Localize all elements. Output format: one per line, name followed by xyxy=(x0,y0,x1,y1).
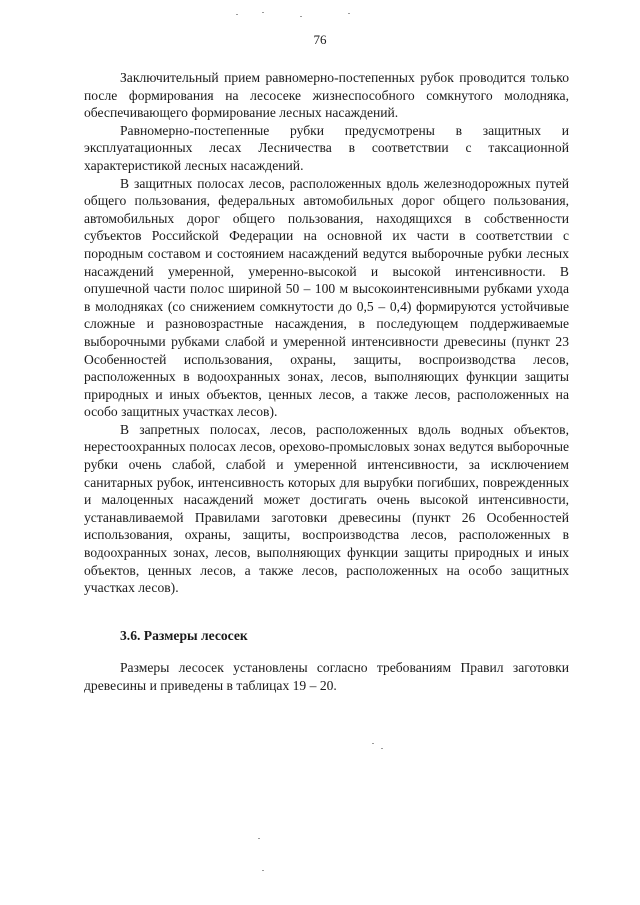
scan-speck xyxy=(300,16,302,17)
scan-speck xyxy=(381,748,383,749)
paragraph-final-stage: Заключительный прием равномерно-постепенных рубок проводится только после формирования на лесосеке жизнеспособного сомкнутого молодняка, обеспечивающего формирование лесных насаждений. xyxy=(84,70,569,121)
body-text xyxy=(84,69,569,597)
page-number: 76 xyxy=(313,32,327,47)
paragraph-uniform-gradual-cuttings: Равномерно-постепенные рубки предусмотрены в защитных и эксплуатационных лесах Лесничества в соответствии с таксационной характеристикой лесных насаждений. xyxy=(84,122,569,173)
scan-speck xyxy=(348,13,350,14)
section-heading: 3.6. Размеры лесосек xyxy=(120,628,248,643)
section-body xyxy=(84,659,569,694)
scan-speck xyxy=(258,838,260,839)
scan-speck xyxy=(262,870,264,871)
paragraph-cutting-area-sizes: Размеры лесосек установлены согласно требованиям Правил заготовки древесины и приведены в таблицах 19 – 20. xyxy=(84,660,569,693)
paragraph-protective-strips: В защитных полосах лесов, расположенных вдоль железнодорожных путей общего пользования, федеральных автомобильных дорог общего пользования, автомобильных дорог общего пользования, находящихся в собственности субъектов Российской Федерации на основной их части в соответствии с породным составом и состоянием насаждений ведутся выборочные рубки лесных насаждений умеренной, умеренно-высокой и высокой интенсивности. В опушечной части полос шириной 50 – 100 м высокоинтенсивными рубками ухода в молодняках (со снижением сомкнутости до 0,5 – 0,4) формируются устойчивые сложные и разновозрастные насаждения, в последующем поддерживаемые выборочными рубками слабой и умеренной интенсивности древесины (пункт 23 Особенностей использования, охраны, защиты, воспроизводства лесов, расположенных в водоохранных зонах, лесов, выполняющих функции защиты природных и иных объектов, ценных лесов, а также лесов, расположенных на особо защитных участках лесов). xyxy=(84,175,569,420)
scan-speck xyxy=(372,743,374,744)
paragraph-restricted-strips: В запретных полосах, лесов, расположенных вдоль водных объектов, нерестоохранных полосах лесов, орехово-промысловых зонах ведутся выборочные рубки очень слабой, слабой и умеренной интенсивности, за исключением санитарных рубок, интенсивность которых для вырубки погибших, поврежденных и малоценных насаждений может достигать очень высокой интенсивности, устанавливаемой Правилами заготовки древесины (пункт 26 Особенностей использования, охраны, защиты, воспроизводства лесов, расположенных в водоохранных зонах, лесов, выполняющих функции защиты природных и иных объектов, ценных лесов, а также лесов, расположенных на особо защитных участках лесов). xyxy=(84,421,569,596)
scan-speck xyxy=(236,14,238,15)
scan-speck xyxy=(262,12,264,13)
